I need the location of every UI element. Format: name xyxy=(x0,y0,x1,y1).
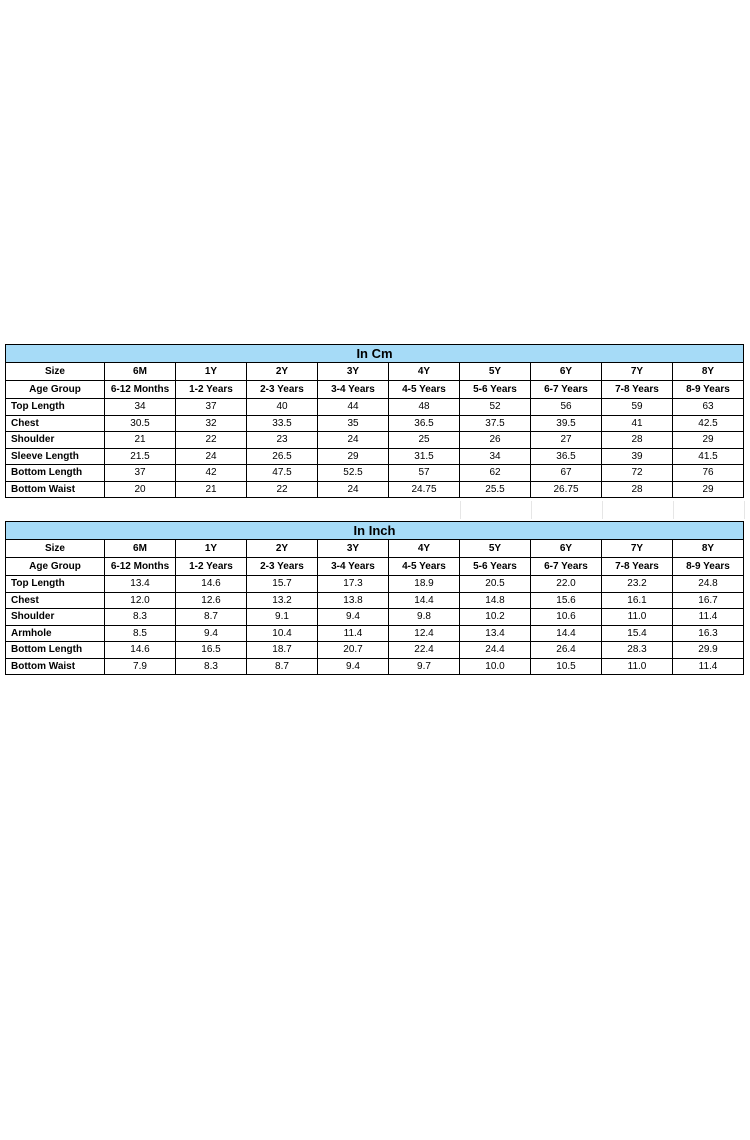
measurement-value: 35 xyxy=(318,415,389,432)
measurement-value: 31.5 xyxy=(389,448,460,465)
size-header-cell: 2Y xyxy=(247,540,318,558)
table-row xyxy=(6,609,744,626)
measurement-value: 14.6 xyxy=(105,642,176,659)
age-group-cell: 1-2 Years xyxy=(176,381,247,399)
measurement-value: 29.9 xyxy=(673,642,744,659)
measurement-value: 26.5 xyxy=(247,448,318,465)
measurement-value: 9.4 xyxy=(318,609,389,626)
size-header-cell: 5Y xyxy=(460,540,531,558)
age-group-row xyxy=(6,381,744,399)
measurement-value: 24 xyxy=(176,448,247,465)
measurement-value: 14.4 xyxy=(531,625,602,642)
measurement-value: 34 xyxy=(460,448,531,465)
measurement-label: Bottom Length xyxy=(6,642,105,659)
measurement-value: 11.4 xyxy=(673,609,744,626)
measurement-value: 21 xyxy=(105,432,176,449)
measurement-value: 8.3 xyxy=(105,609,176,626)
measurement-label: Chest xyxy=(6,415,105,432)
size-header-cell: 4Y xyxy=(389,540,460,558)
age-group-cell: 4-5 Years xyxy=(389,381,460,399)
measurement-value: 26 xyxy=(460,432,531,449)
measurement-value: 23.2 xyxy=(602,576,673,593)
inch-size-table xyxy=(5,521,744,675)
measurement-value: 7.9 xyxy=(105,658,176,675)
size-header-cell: 3Y xyxy=(318,540,389,558)
measurement-value: 24.8 xyxy=(673,576,744,593)
measurement-value: 76 xyxy=(673,465,744,482)
measurement-value: 24 xyxy=(318,432,389,449)
measurement-label: Armhole xyxy=(6,625,105,642)
size-header-cell: 6M xyxy=(105,363,176,381)
measurement-label: Top Length xyxy=(6,576,105,593)
measurement-value: 29 xyxy=(318,448,389,465)
age-group-row xyxy=(6,558,744,576)
size-header-row xyxy=(6,363,744,381)
measurement-value: 36.5 xyxy=(531,448,602,465)
size-header-cell: 6M xyxy=(105,540,176,558)
measurement-value: 10.2 xyxy=(460,609,531,626)
table-row xyxy=(6,448,744,465)
table-row xyxy=(6,576,744,593)
measurement-value: 28 xyxy=(602,432,673,449)
measurement-value: 41.5 xyxy=(673,448,744,465)
measurement-value: 24.4 xyxy=(460,642,531,659)
table-title: In Inch xyxy=(6,522,744,540)
measurement-value: 12.6 xyxy=(176,592,247,609)
measurement-value: 34 xyxy=(105,399,176,416)
age-group-cell: 6-7 Years xyxy=(531,558,602,576)
measurement-value: 10.6 xyxy=(531,609,602,626)
age-group-label: Age Group xyxy=(6,381,105,399)
measurement-value: 47.5 xyxy=(247,465,318,482)
measurement-value: 10.4 xyxy=(247,625,318,642)
measurement-label: Chest xyxy=(6,592,105,609)
age-group-cell: 2-3 Years xyxy=(247,381,318,399)
measurement-value: 33.5 xyxy=(247,415,318,432)
measurement-value: 20.5 xyxy=(460,576,531,593)
measurement-value: 9.7 xyxy=(389,658,460,675)
size-header-cell: 8Y xyxy=(673,363,744,381)
size-header-cell: 4Y xyxy=(389,363,460,381)
table-row xyxy=(6,465,744,482)
measurement-value: 8.5 xyxy=(105,625,176,642)
size-header-cell: 1Y xyxy=(176,540,247,558)
size-header-cell: 7Y xyxy=(602,363,673,381)
measurement-value: 11.0 xyxy=(602,658,673,675)
measurement-value: 30.5 xyxy=(105,415,176,432)
measurement-value: 15.4 xyxy=(602,625,673,642)
measurement-label: Bottom Waist xyxy=(6,658,105,675)
measurement-value: 21.5 xyxy=(105,448,176,465)
table-row xyxy=(6,415,744,432)
age-group-cell: 5-6 Years xyxy=(460,558,531,576)
size-header-cell: 7Y xyxy=(602,540,673,558)
measurement-value: 29 xyxy=(673,481,744,498)
measurement-value: 13.2 xyxy=(247,592,318,609)
measurement-value: 22 xyxy=(247,481,318,498)
measurement-value: 16.3 xyxy=(673,625,744,642)
table-title-row xyxy=(6,522,744,540)
size-header-cell: 2Y xyxy=(247,363,318,381)
measurement-value: 13.4 xyxy=(105,576,176,593)
measurement-value: 20.7 xyxy=(318,642,389,659)
table-title-row xyxy=(6,345,744,363)
measurement-value: 42.5 xyxy=(673,415,744,432)
measurement-value: 27 xyxy=(531,432,602,449)
measurement-value: 22 xyxy=(176,432,247,449)
measurement-value: 10.0 xyxy=(460,658,531,675)
measurement-value: 10.5 xyxy=(531,658,602,675)
measurement-value: 40 xyxy=(247,399,318,416)
measurement-value: 24 xyxy=(318,481,389,498)
measurement-value: 62 xyxy=(460,465,531,482)
measurement-label: Bottom Length xyxy=(6,465,105,482)
measurement-label: Shoulder xyxy=(6,609,105,626)
measurement-value: 18.7 xyxy=(247,642,318,659)
measurement-value: 11.4 xyxy=(673,658,744,675)
measurement-value: 14.4 xyxy=(389,592,460,609)
table-row xyxy=(6,399,744,416)
table-row xyxy=(6,625,744,642)
size-header-cell: 1Y xyxy=(176,363,247,381)
size-header-cell: 6Y xyxy=(531,540,602,558)
measurement-value: 28 xyxy=(602,481,673,498)
measurement-value: 12.0 xyxy=(105,592,176,609)
measurement-value: 13.4 xyxy=(460,625,531,642)
measurement-value: 11.4 xyxy=(318,625,389,642)
age-group-cell: 5-6 Years xyxy=(460,381,531,399)
age-group-cell: 7-8 Years xyxy=(602,381,673,399)
measurement-value: 39.5 xyxy=(531,415,602,432)
measurement-value: 15.6 xyxy=(531,592,602,609)
size-header-cell: 8Y xyxy=(673,540,744,558)
measurement-value: 25 xyxy=(389,432,460,449)
table-row xyxy=(6,592,744,609)
measurement-value: 9.1 xyxy=(247,609,318,626)
measurement-value: 72 xyxy=(602,465,673,482)
measurement-value: 16.5 xyxy=(176,642,247,659)
measurement-value: 56 xyxy=(531,399,602,416)
table-row xyxy=(6,658,744,675)
measurement-value: 8.3 xyxy=(176,658,247,675)
size-header-cell: 6Y xyxy=(531,363,602,381)
table-row xyxy=(6,432,744,449)
measurement-value: 52.5 xyxy=(318,465,389,482)
measurement-value: 59 xyxy=(602,399,673,416)
age-group-cell: 3-4 Years xyxy=(318,558,389,576)
measurement-label: Sleeve Length xyxy=(6,448,105,465)
measurement-label: Shoulder xyxy=(6,432,105,449)
measurement-value: 18.9 xyxy=(389,576,460,593)
measurement-value: 17.3 xyxy=(318,576,389,593)
age-group-cell: 2-3 Years xyxy=(247,558,318,576)
age-group-cell: 4-5 Years xyxy=(389,558,460,576)
age-group-cell: 6-12 Months xyxy=(105,381,176,399)
measurement-value: 26.75 xyxy=(531,481,602,498)
measurement-value: 57 xyxy=(389,465,460,482)
measurement-value: 48 xyxy=(389,399,460,416)
age-group-cell: 6-7 Years xyxy=(531,381,602,399)
measurement-value: 8.7 xyxy=(176,609,247,626)
size-header-cell: 3Y xyxy=(318,363,389,381)
measurement-value: 36.5 xyxy=(389,415,460,432)
measurement-value: 24.75 xyxy=(389,481,460,498)
measurement-value: 11.0 xyxy=(602,609,673,626)
size-header-cell: 5Y xyxy=(460,363,531,381)
age-group-cell: 7-8 Years xyxy=(602,558,673,576)
cm-size-table xyxy=(5,344,744,498)
empty-gridlines xyxy=(460,501,744,519)
measurement-value: 16.7 xyxy=(673,592,744,609)
measurement-value: 67 xyxy=(531,465,602,482)
measurement-value: 52 xyxy=(460,399,531,416)
measurement-value: 26.4 xyxy=(531,642,602,659)
age-group-label: Age Group xyxy=(6,558,105,576)
age-group-cell: 3-4 Years xyxy=(318,381,389,399)
size-header-label: Size xyxy=(6,540,105,558)
table-row xyxy=(6,481,744,498)
age-group-cell: 8-9 Years xyxy=(673,558,744,576)
measurement-value: 23 xyxy=(247,432,318,449)
measurement-value: 21 xyxy=(176,481,247,498)
measurement-value: 28.3 xyxy=(602,642,673,659)
measurement-label: Top Length xyxy=(6,399,105,416)
measurement-value: 32 xyxy=(176,415,247,432)
measurement-value: 29 xyxy=(673,432,744,449)
age-group-cell: 6-12 Months xyxy=(105,558,176,576)
measurement-value: 37.5 xyxy=(460,415,531,432)
measurement-value: 8.7 xyxy=(247,658,318,675)
measurement-value: 20 xyxy=(105,481,176,498)
measurement-value: 16.1 xyxy=(602,592,673,609)
measurement-value: 13.8 xyxy=(318,592,389,609)
measurement-value: 25.5 xyxy=(460,481,531,498)
measurement-value: 37 xyxy=(105,465,176,482)
measurement-value: 9.4 xyxy=(176,625,247,642)
table-row xyxy=(6,642,744,659)
measurement-value: 9.8 xyxy=(389,609,460,626)
measurement-value: 22.0 xyxy=(531,576,602,593)
measurement-value: 39 xyxy=(602,448,673,465)
size-header-row xyxy=(6,540,744,558)
measurement-value: 41 xyxy=(602,415,673,432)
measurement-value: 14.8 xyxy=(460,592,531,609)
measurement-value: 37 xyxy=(176,399,247,416)
measurement-label: Bottom Waist xyxy=(6,481,105,498)
table-title: In Cm xyxy=(6,345,744,363)
age-group-cell: 1-2 Years xyxy=(176,558,247,576)
measurement-value: 63 xyxy=(673,399,744,416)
measurement-value: 14.6 xyxy=(176,576,247,593)
measurement-value: 44 xyxy=(318,399,389,416)
measurement-value: 42 xyxy=(176,465,247,482)
measurement-value: 15.7 xyxy=(247,576,318,593)
measurement-value: 12.4 xyxy=(389,625,460,642)
age-group-cell: 8-9 Years xyxy=(673,381,744,399)
measurement-value: 9.4 xyxy=(318,658,389,675)
measurement-value: 22.4 xyxy=(389,642,460,659)
size-header-label: Size xyxy=(6,363,105,381)
